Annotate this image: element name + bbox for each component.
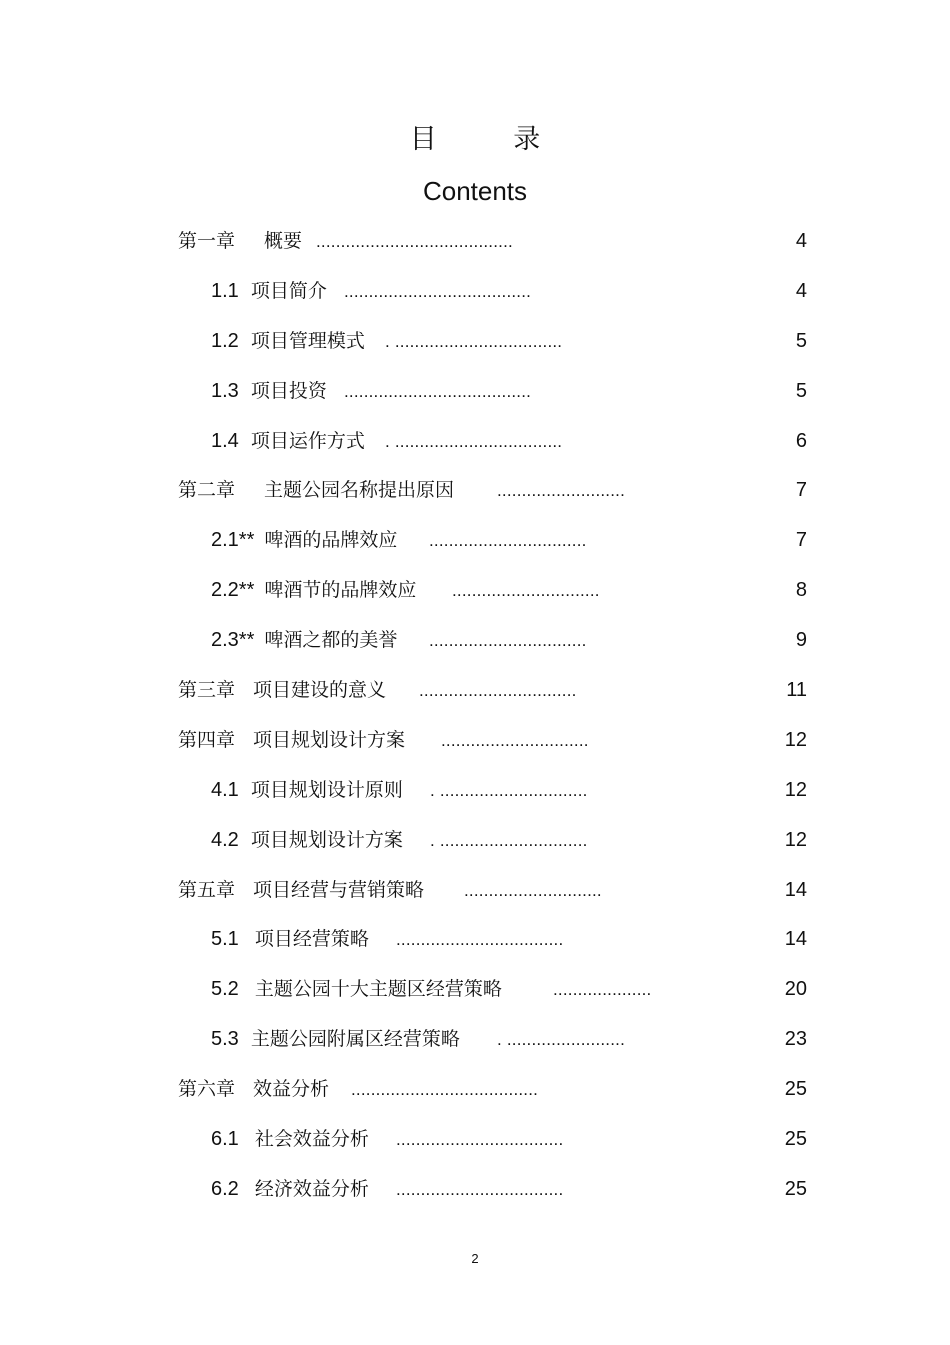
toc-leader-dots: ................................ [429,631,587,651]
toc-entry-title: 项目规划设计原则 [250,778,403,801]
toc-entry-section-2-3[interactable] [0,616,950,666]
toc-entry-number: 1.3 [211,379,239,402]
toc-entry-page: 5 [795,329,807,352]
toc-leader-dots: . .................................. [385,331,563,351]
toc-entry-section-5-1[interactable] [0,915,950,965]
toc-leader-dots: . .................................. [385,431,563,451]
toc-entry-section-5-2[interactable] [0,965,950,1015]
toc-entry-page: 8 [795,579,807,602]
table-of-contents [0,217,950,1215]
toc-entry-number: 6.1 [211,1128,239,1151]
toc-entry-title: 项目运作方式 [250,429,365,452]
toc-entry-title: 效益分析 [253,1078,330,1101]
toc-entry-page: 7 [795,529,807,552]
toc-leader-dots: .................................. [396,930,564,950]
toc-entry-number: 第五章 [178,878,236,901]
toc-entry-page: 12 [784,728,807,751]
toc-leader-dots: .......................... [497,481,626,501]
toc-entry-title: 项目规划设计方案 [250,828,403,851]
toc-entry-page: 25 [784,1078,807,1101]
toc-entry-section-6-2[interactable] [0,1165,950,1215]
toc-entry-page: 12 [784,828,807,851]
toc-entry-title: 主题公园附属区经营策略 [250,1028,460,1051]
toc-entry-title: 啤酒之都的美誉 [264,629,398,652]
toc-entry-section-1-4[interactable] [0,417,950,467]
toc-entry-number: 第六章 [178,1078,236,1101]
toc-leader-dots: ...................................... [344,281,532,301]
toc-leader-dots: ............................ [464,880,602,900]
toc-entry-page: 25 [784,1128,807,1151]
toc-leader-dots: . ........................ [497,1030,626,1050]
toc-entry-title: 项目建设的意义 [253,679,387,702]
toc-entry-section-6-1[interactable] [0,1115,950,1165]
toc-entry-section-2-1[interactable] [0,516,950,566]
toc-entry-title: 项目管理模式 [250,329,365,352]
toc-entry-title: 啤酒的品牌效应 [264,529,398,552]
toc-entry-number: 4.2 [211,828,239,851]
toc-entry-chapter-3[interactable] [0,666,950,716]
toc-leader-dots: ........................................ [316,232,513,251]
toc-leader-dots: . .............................. [430,830,588,850]
toc-leader-dots: .................... [553,980,652,1000]
toc-entry-title: 主题公园名称提出原因 [264,479,455,502]
toc-entry-number: 6.2 [211,1177,239,1200]
toc-entry-number: 1.1 [211,279,239,302]
toc-entry-number: 第三章 [178,679,236,702]
toc-entry-page: 7 [795,479,807,502]
toc-entry-chapter-5[interactable] [0,866,950,916]
toc-entry-title: 概要 [264,230,303,252]
toc-entry-section-4-2[interactable] [0,816,950,866]
toc-entry-title: 啤酒节的品牌效应 [264,579,417,602]
toc-entry-number: 第四章 [178,728,236,751]
toc-entry-number: 2.3** [211,629,255,652]
toc-entry-number: 1.4 [211,429,239,452]
toc-entry-section-1-1[interactable] [0,267,950,317]
toc-entry-section-5-3[interactable] [0,1015,950,1065]
toc-leader-dots: .................................. [396,1130,564,1150]
toc-entry-page: 4 [795,230,807,252]
page-number: 2 [471,1251,479,1266]
toc-entry-page: 6 [795,429,807,452]
toc-entry-number: 2.2** [211,579,255,602]
toc-entry-title: 项目经营与营销策略 [253,878,425,901]
toc-leader-dots: .............................. [452,581,600,601]
toc-leader-dots: .................................. [396,1179,564,1199]
toc-entry-number: 4.1 [211,778,239,801]
toc-entry-chapter-1[interactable] [0,217,950,267]
toc-entry-chapter-2[interactable] [0,466,950,516]
toc-entry-title: 主题公园十大主题区经营策略 [254,978,502,1001]
toc-entry-title: 项目经营策略 [254,928,369,951]
toc-leader-dots: . .............................. [430,780,588,800]
toc-entry-title: 项目规划设计方案 [253,728,406,751]
toc-title: 目 录 [409,124,575,155]
toc-entry-title: 经济效益分析 [254,1177,369,1200]
toc-entry-number: 第一章 [178,230,236,252]
toc-entry-page: 9 [795,629,807,652]
toc-entry-chapter-4[interactable] [0,716,950,766]
toc-entry-page: 14 [784,878,807,901]
toc-entry-page: 23 [784,1028,807,1051]
toc-entry-page: 20 [784,978,807,1001]
toc-entry-page: 25 [784,1177,807,1200]
toc-leader-dots: ................................ [429,531,587,551]
toc-entry-section-2-2[interactable] [0,566,950,616]
toc-entry-number: 1.2 [211,329,239,352]
toc-leader-dots: ................................ [419,681,577,701]
toc-entry-page: 14 [784,928,807,951]
toc-entry-title: 项目简介 [250,279,327,302]
toc-entry-number: 5.1 [211,928,239,951]
toc-entry-section-1-3[interactable] [0,367,950,417]
toc-entry-title: 社会效益分析 [254,1128,369,1151]
toc-entry-page: 11 [786,679,807,702]
toc-leader-dots: ...................................... [351,1080,539,1100]
toc-entry-page: 5 [795,379,807,402]
toc-entry-title: 项目投资 [250,379,327,402]
toc-subtitle: Contents [422,176,528,206]
toc-entry-page: 12 [784,778,807,801]
toc-leader-dots: ...................................... [344,381,532,401]
toc-entry-number: 第二章 [178,479,236,502]
toc-entry-number: 5.3 [211,1028,239,1051]
toc-entry-number: 5.2 [211,978,239,1001]
toc-entry-number: 2.1** [211,529,255,552]
toc-entry-page: 4 [795,279,807,302]
toc-leader-dots: .............................. [441,730,589,750]
toc-entry-section-1-2[interactable] [0,317,950,367]
toc-entry-section-4-1[interactable] [0,766,950,816]
toc-entry-chapter-6[interactable] [0,1065,950,1115]
